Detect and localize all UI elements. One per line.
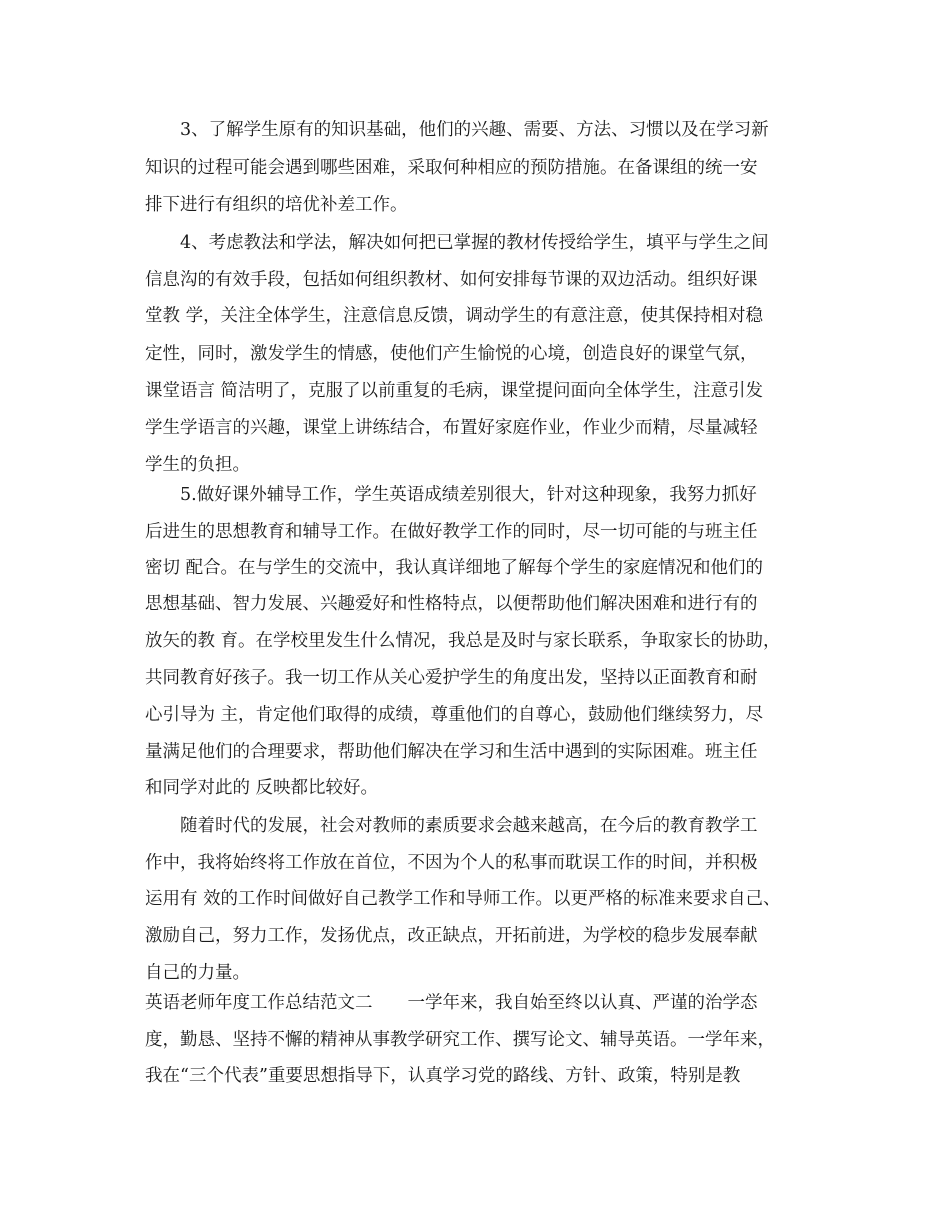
- text-line: 堂教 学，关注全体学生，注意信息反馈，调动学生的有意注意，使其保持相对稳: [145, 306, 764, 326]
- text-line: 后进生的思想教育和辅导工作。在做好教学工作的同时，尽一切可能的与班主任: [145, 522, 758, 542]
- text-line: 信息沟的有效手段，包括如何组织教材、如何安排每节课的双边活动。组织好课: [145, 270, 758, 290]
- text-line: 我在“三个代表”重要思想指导下，认真学习党的路线、方针、政策，特别是教: [145, 1066, 741, 1086]
- text-line: 3、了解学生原有的知识基础，他们的兴趣、需要、方法、习惯以及在学习新: [180, 120, 769, 140]
- text-line: 密切 配合。在与学生的交流中，我认真详细地了解每个学生的家庭情况和他们的: [145, 558, 764, 578]
- text-line: 定性，同时，激发学生的情感，使他们产生愉悦的心境，创造良好的课堂气氛，: [145, 344, 758, 364]
- text-line: 随着时代的发展，社会对教师的素质要求会越来越高，在今后的教育教学工: [180, 816, 758, 836]
- text-line: 学生学语言的兴趣，课堂上讲练结合，布置好家庭作业，作业少而精，尽量减轻: [145, 418, 758, 438]
- text-line: 激励自己，努力工作，发扬优点，改正缺点，开拓前进，为学校的稳步发展奉献: [145, 926, 758, 946]
- text-line: 量满足他们的合理要求，帮助他们解决在学习和生活中遇到的实际困难。班主任: [145, 742, 758, 762]
- text-line: 课堂语言 简洁明了，克服了以前重复的毛病，课堂提问面向全体学生，注意引发: [145, 381, 764, 401]
- text-line: 学生的负担。: [145, 455, 250, 475]
- text-line: 运用有 效的工作时间做好自己教学工作和导师工作。以更严格的标准来要求自己、: [145, 889, 781, 909]
- text-line: 和同学对此的 反映都比较好。: [145, 778, 379, 798]
- text-line: 4、考虑教法和学法，解决如何把已掌握的教材传授给学生，填平与学生之间: [180, 233, 769, 253]
- text-line: 排下进行有组织的培优补差工作。: [145, 195, 408, 215]
- text-line: 5.做好课外辅导工作，学生英语成绩差别很大，针对这种现象，我努力抓好: [180, 485, 757, 505]
- text-line: 度，勤恳、坚持不懈的精神从事教学研究工作、撰写论文、辅导英语。一学年来，: [145, 1030, 775, 1050]
- text-line: 自己的力量。: [145, 963, 250, 983]
- text-line: 知识的过程可能会遇到哪些困难，采取何种相应的预防措施。在备课组的统一安: [145, 158, 758, 178]
- text-line: 放矢的教 育。在学校里发生什么情况，我总是及时与家长联系，争取家长的协助，: [145, 631, 781, 651]
- text-line: 英语老师年度工作总结范文二 一学年来，我自始至终以认真、严谨的治学态: [145, 993, 758, 1013]
- text-line: 心引导为 主，肯定他们取得的成绩，尊重他们的自尊心，鼓励他们继续努力，尽: [145, 705, 764, 725]
- text-line: 思想基础、智力发展、兴趣爱好和性格特点，以便帮助他们解决困难和进行有的: [145, 594, 758, 614]
- text-line: 共同教育好孩子。我一切工作从关心爱护学生的角度出发，坚持以正面教育和耐: [145, 668, 758, 688]
- text-line: 作中，我将始终将工作放在首位，不因为个人的私事而耽误工作的时间，并积极: [145, 853, 758, 873]
